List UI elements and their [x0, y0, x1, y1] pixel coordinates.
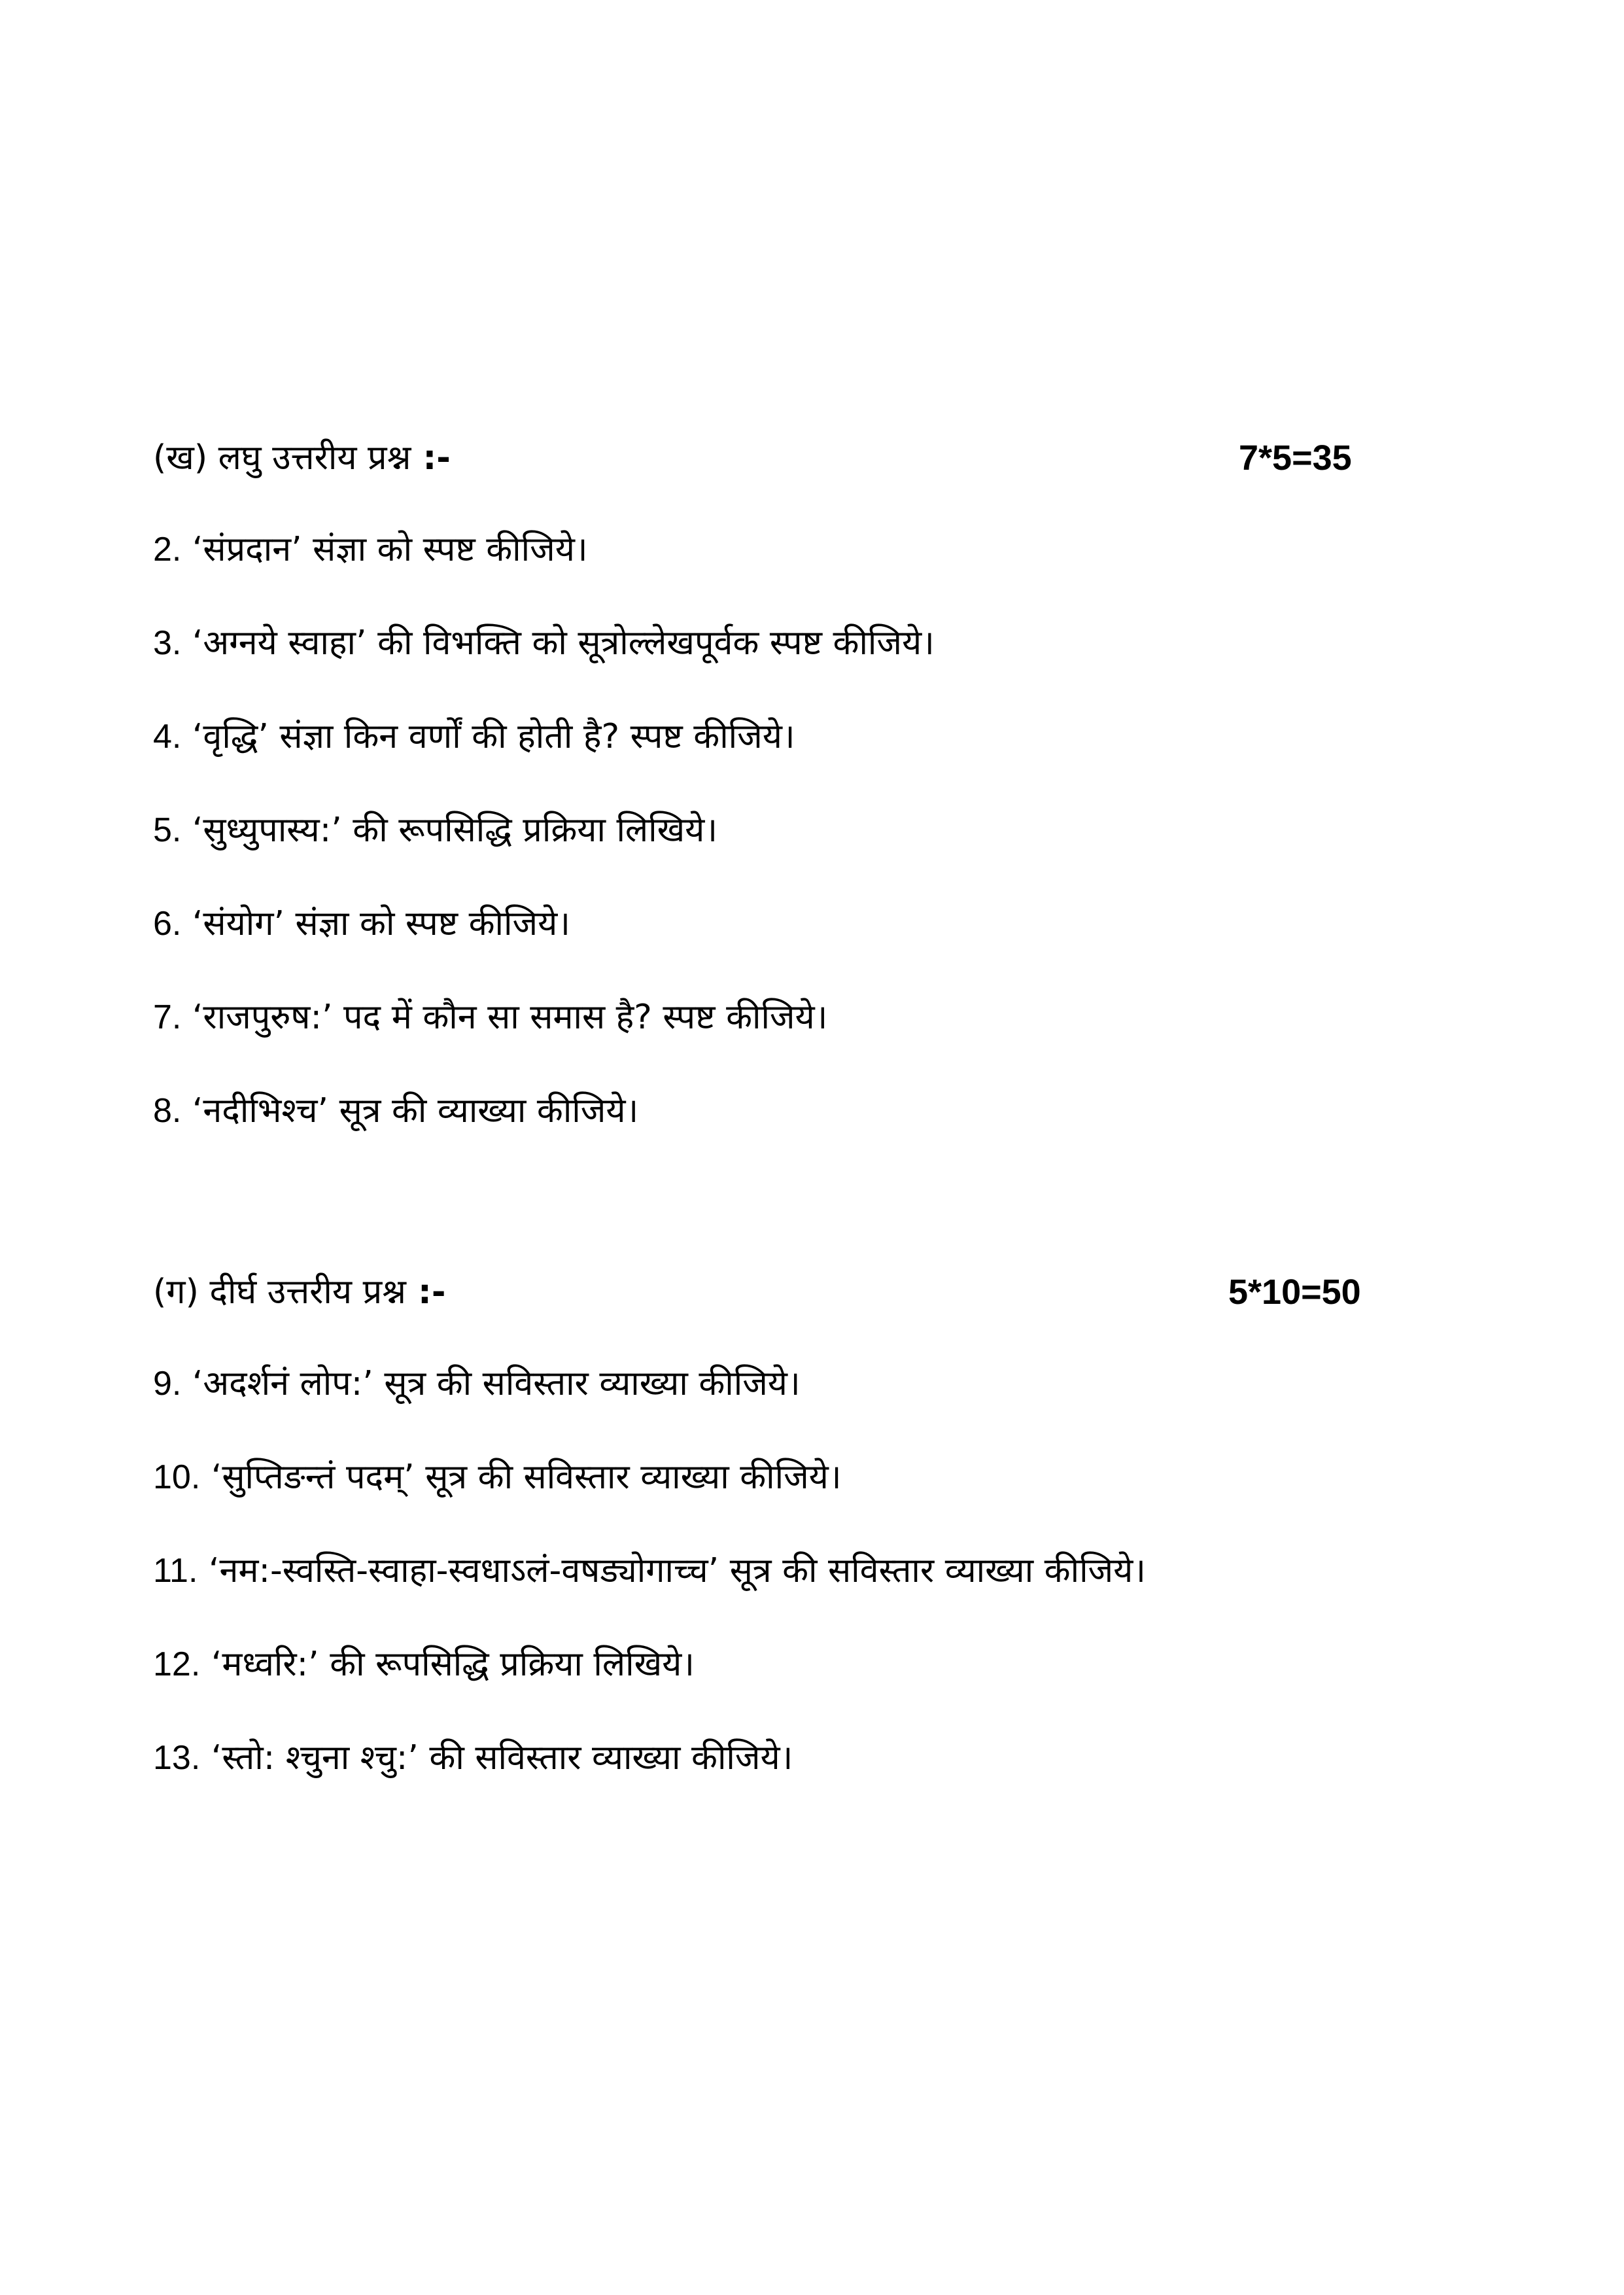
question-text: ‘नदीभिश्च’ सूत्र की व्याख्या कीजिये।	[181, 1091, 639, 1130]
question-list-long-answer	[153, 1358, 1592, 1825]
question-item	[153, 1545, 1592, 1638]
question-item	[153, 991, 1592, 1085]
question-text: ‘स्तो: श्चुना श्चु:’ की सविस्तार व्याख्या कीजिये।	[200, 1738, 793, 1778]
question-number: 7.	[153, 998, 182, 1036]
question-number: 5.	[153, 811, 182, 849]
question-text: ‘मध्वरि:’ की रूपसिद्धि प्रक्रिया लिखिये।	[200, 1645, 695, 1684]
question-number: 2.	[153, 531, 182, 569]
question-text: ‘सुध्युपास्य:’ की रूपसिद्धि प्रक्रिया लिखिये।	[181, 811, 718, 850]
question-item	[153, 710, 1592, 804]
question-number: 12.	[153, 1645, 201, 1683]
question-text: ‘संयोग’ संज्ञा को स्पष्ट कीजिये।	[181, 904, 570, 943]
section-title	[153, 1266, 445, 1318]
question-text: ‘अदर्शनं लोप:’ सूत्र की सविस्तार व्याख्या कीजिये।	[181, 1364, 801, 1403]
question-number: 8.	[153, 1092, 182, 1130]
question-number: 9.	[153, 1365, 182, 1403]
question-text: ‘अग्नये स्वाहा’ की विभक्ति को सूत्रोल्लेखपूर्वक स्पष्ट कीजिये।	[181, 623, 935, 663]
question-number: 6.	[153, 905, 182, 943]
section-marks: 7*5=35	[1239, 438, 1352, 478]
question-item	[153, 804, 1592, 898]
question-item	[153, 617, 1592, 710]
section-title-suffix: :-	[406, 1272, 446, 1312]
question-item	[153, 898, 1592, 991]
question-number: 4.	[153, 718, 182, 756]
section-header-short-answer	[153, 432, 1396, 484]
question-item	[153, 1085, 1592, 1178]
section-title-text: (ख) लघु उत्तरीय प्रश्न	[153, 438, 411, 478]
question-item	[153, 1451, 1592, 1545]
question-number: 11.	[153, 1552, 198, 1590]
question-list-short-answer	[153, 523, 1592, 1178]
question-item	[153, 523, 1592, 617]
question-number: 13.	[153, 1739, 201, 1777]
question-number: 10.	[153, 1458, 201, 1496]
question-item	[153, 1358, 1592, 1451]
question-item	[153, 1638, 1592, 1732]
question-text: ‘राजपुरुष:’ पद में कौन सा समास है? स्पष्ट कीजिये।	[181, 998, 828, 1037]
question-text: ‘नम:-स्वस्ति-स्वाहा-स्वधाऽलं-वषड्योगाच्च’ सूत्र की सविस्तार व्याख्या कीजिये।	[198, 1551, 1147, 1590]
question-number: 3.	[153, 624, 182, 662]
question-text: ‘वृद्धि’ संज्ञा किन वर्णों की होती है? स्पष्ट कीजिये।	[181, 717, 795, 756]
section-title-text: (ग) दीर्घ उत्तरीय प्रश्न	[153, 1272, 406, 1312]
question-text: ‘संप्रदान’ संज्ञा को स्पष्ट कीजिये।	[181, 530, 588, 569]
section-marks: 5*10=50	[1228, 1272, 1361, 1312]
section-title-suffix: :-	[411, 438, 451, 478]
section-title	[153, 432, 451, 484]
section-header-long-answer	[153, 1266, 1396, 1318]
question-text: ‘सुप्तिङन्तं पदम्’ सूत्र की सविस्तार व्याख्या कीजिये।	[200, 1458, 842, 1497]
question-item	[153, 1732, 1592, 1825]
